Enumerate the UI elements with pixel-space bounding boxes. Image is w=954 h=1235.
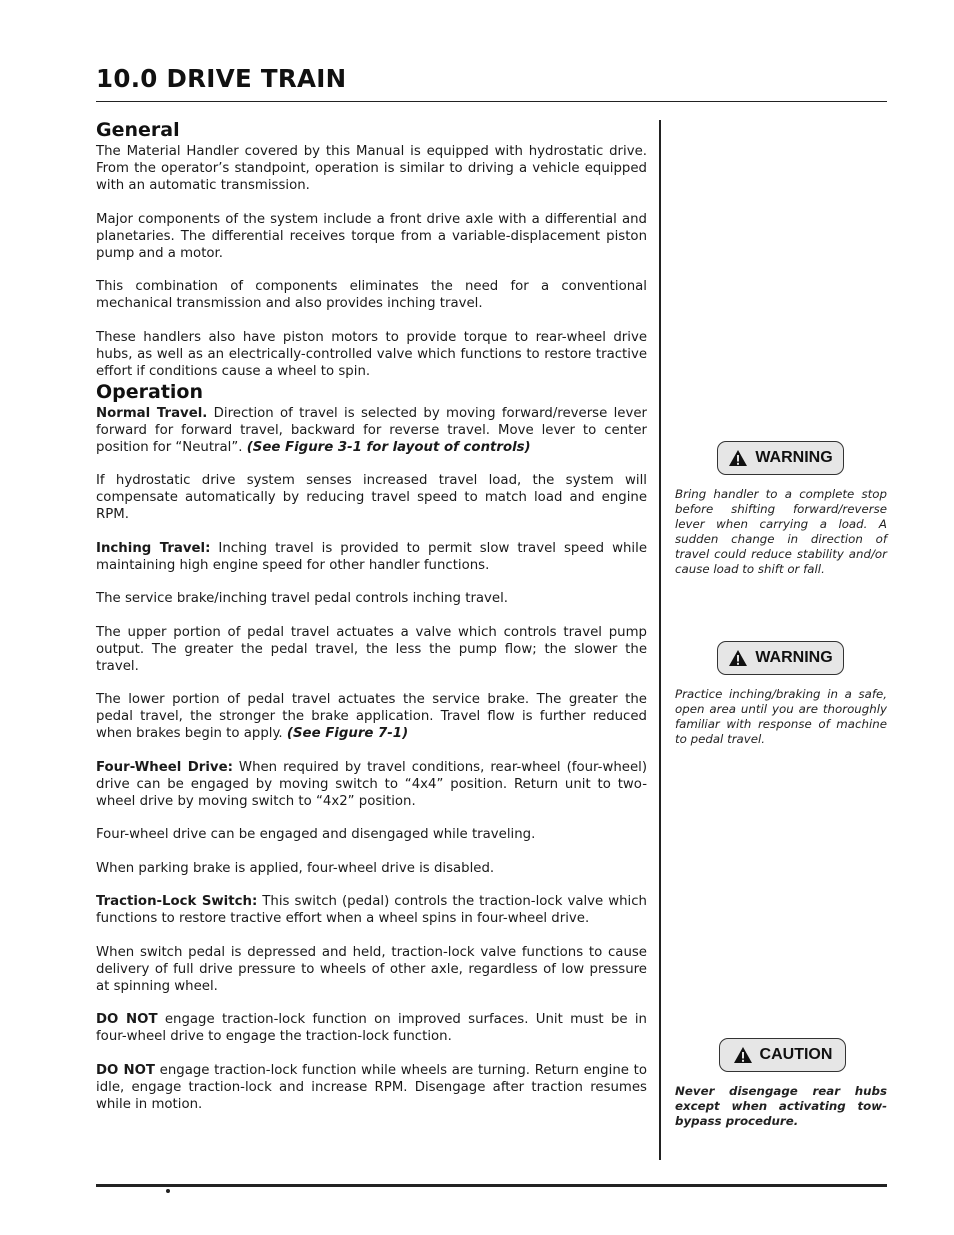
footer-bullet [166, 1189, 170, 1193]
caution-triangle-icon [733, 1046, 753, 1064]
paragraph: Four-wheel drive can be engaged and disengaged while traveling. [96, 827, 536, 842]
lead-do-not: DO NOT [96, 1012, 158, 1027]
warning-triangle-icon [728, 449, 748, 467]
main-column [96, 118, 647, 1113]
figure-reference: (See Figure 7-1) [286, 726, 409, 741]
page-title: 10.0 DRIVE TRAIN [96, 64, 347, 93]
paragraph-normal-travel [96, 405, 647, 456]
title-rule [96, 101, 887, 102]
paragraph: The Material Handler covered by this Manual is equipped with hydrostatic drive. From the operator’s standpoint, operation is similar to driving a vehicle equipped with an automatic transmission. [96, 144, 647, 193]
paragraph: Major components of the system include a front drive axle with a differential and planetaries. The differential receives torque from a variable-displacement piston pump and a motor. [96, 211, 647, 261]
paragraph-traction-lock [96, 893, 647, 927]
paragraph: The service brake/inching travel pedal controls inching travel. [96, 591, 509, 606]
column-divider [659, 120, 661, 1160]
section-heading-operation: Operation [96, 380, 204, 403]
paragraph-lower-pedal [96, 691, 647, 742]
paragraph: If hydrostatic drive system senses increased travel load, the system will compensate automatically by reducing travel speed to match load and engine RPM. [96, 473, 647, 522]
warning-text: Bring handler to a complete stop before shifting forward/reverse lever when carrying a load. A sudden change in direction of travel could reduce stability and/or cause load to shift or fall. [675, 487, 887, 576]
paragraph: This combination of components eliminates the need for a conventional mechanical transmission and also provides inching travel. [96, 279, 647, 311]
caution-badge [719, 1038, 846, 1072]
lead-four-wheel-drive: Four-Wheel Drive: [96, 759, 233, 775]
body-text: Inching travel is provided to permit slow travel speed while maintaining high engine speed for other handler functions. [96, 540, 648, 573]
warning-badge [717, 441, 844, 475]
warning-triangle-icon [728, 649, 748, 667]
lead-do-not: DO NOT [96, 1062, 155, 1078]
paragraph-four-wheel-drive [96, 759, 647, 810]
paragraph: When parking brake is applied, four-wheel drive is disabled. [96, 860, 495, 876]
lead-inching-travel: Inching Travel: [96, 540, 211, 556]
caution-box [675, 1038, 887, 1129]
paragraph: These handlers also have piston motors to provide torque to rear-wheel drive hubs, as well as an electrically-controlled valve which functions to restore tractive effort if conditions cause a wheel to spin. [96, 329, 647, 379]
paragraph: The upper portion of pedal travel actuates a valve which controls travel pump output. The greater the pedal travel, the less the pump flow; the slower the travel. [96, 624, 647, 674]
warning-label: WARNING [755, 449, 833, 466]
paragraph-inching-travel [96, 540, 647, 574]
body-text: The lower portion of pedal travel actuates the service brake. The greater the pedal travel, the stronger the brake application. Travel flow is further reduced when brakes begin to apply. [96, 692, 647, 741]
warning-text: Practice inching/braking in a safe, open area until you are thoroughly familiar with response of machine to pedal travel. [675, 687, 887, 746]
caution-label: CAUTION [759, 1046, 833, 1063]
figure-reference: (See Figure 3-1 for layout of controls) [246, 439, 531, 455]
lead-traction-lock: Traction-Lock Switch: [96, 894, 258, 909]
paragraph: When switch pedal is depressed and held, traction-lock valve functions to cause delivery of full drive pressure to wheels of other axle, regardless of low pressure at spinning wheel. [96, 944, 647, 994]
body-text: engage traction-lock function while wheels are turning. Return engine to idle, engage traction-lock and increase RPM. Disengage after traction resumes while in motion. [96, 1062, 647, 1112]
warning-badge [717, 641, 844, 675]
body-text: This switch (pedal) controls the traction-lock valve which functions to restore tractive effort when a wheel spins in four-wheel drive. [96, 894, 647, 926]
warning-label: WARNING [755, 649, 833, 666]
lead-normal-travel: Normal Travel. [96, 405, 208, 421]
caution-text: Never disengage rear hubs except when activating tow-bypass procedure. [675, 1084, 887, 1128]
body-text: When required by travel conditions, rear-wheel (four-wheel) drive can be engaged by moving switch to “4x4” position. Return unit to two-wheel drive by moving switch to “4x2” position. [96, 759, 648, 809]
footer-rule [96, 1184, 887, 1187]
paragraph-do-not-1 [96, 1011, 647, 1045]
section-heading-general: General [96, 119, 180, 141]
warning-box-2 [675, 641, 887, 747]
warning-box-1 [675, 441, 887, 577]
body-text: Direction of travel is selected by moving forward/reverse lever forward for forward travel, backward for reverse travel. Move lever to center position for “Neutral”. [96, 405, 647, 455]
body-text: engage traction-lock function on improved surfaces. Unit must be in four-wheel drive to engage the traction-lock function. [96, 1012, 647, 1044]
paragraph-do-not-2 [96, 1062, 647, 1113]
